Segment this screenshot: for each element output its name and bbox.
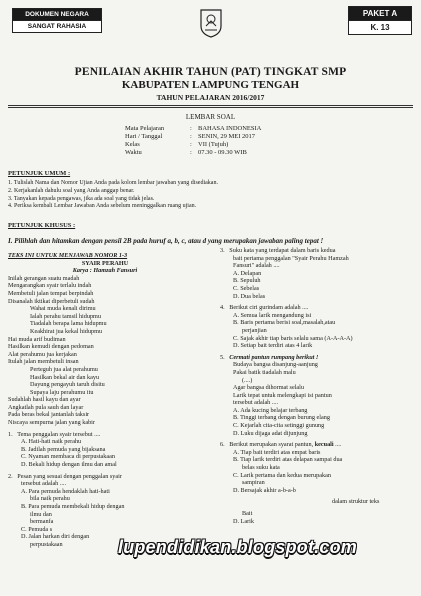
option: D. Larik [233,517,254,525]
ident-label: Mata Pelajaran [125,125,165,132]
pantun-line: Budaya bangsa disanjung-aanjung [233,361,318,369]
list-item: 1. Tulislah Nama dan Nomor Ujian Anda pada kolom lembar jawaban yang disediakan. [8,180,218,186]
option: D. Luku dijaga adat dijunjung [233,429,308,437]
question-text: bait pertama penggalan "Syair Perahu Hamzah [233,254,349,262]
poem-line: Membetuli jalan tempat berpindah [8,289,94,297]
poem-line: Tiadalah berapa lama hidupmu [30,320,107,328]
answer-instruction: I. Pilihlah dan hitamkan dengan pensil 2B pada huruf a, b, c, atau d yang merupakan jawaban paling tepat ! [8,237,324,245]
option: C. Larik pertama dan kedua merupakan [233,471,331,479]
poem-line: Itulah jalan membetuli insan [8,358,79,366]
poem-line: Hai muda arif budiman [8,335,66,343]
poem-line: Niscaya sempurna jalan yang kabir [8,419,95,427]
question-text: Cermati pantun rumpang berikut ! [229,353,319,361]
poem-line: Pada beras bekal jantanlah taksir [8,411,90,419]
ident-value: VII (Tujuh) [198,141,229,148]
question-text: Fansuri" adalah .... [233,262,280,270]
pantun-line: Agar bangsa dihormat selalu [233,384,304,392]
option: B. Para pemuda membekali hidup dengan [21,503,125,510]
poem-line: Alat perahumu jua kerjakan [8,350,77,358]
option: bila naik perahu [30,495,70,503]
question-text: Tema penggalan syair tersebut .... [17,430,101,438]
option: B. Tiap larik terdiri atas delapan sampai dua [233,456,343,464]
option: sampiran [242,479,265,487]
ident-value: BAHASA INDONESIA [198,125,262,132]
option: A. Semua larik mengandung isi [233,311,312,319]
pantun-line: (....) [242,376,253,384]
petunjuk-umum-list [8,180,218,211]
document-stamp [12,8,102,33]
tut-wuri-handayani-logo-icon [199,8,223,38]
left-column [8,252,202,549]
text-reference: TEKS INI UNTUK MENJAWAB NOMOR 1-3 [8,252,128,259]
question-text: Suku kata yang terdapat dalam baris kedua [229,247,336,254]
poem-line: Supaya laju perahumu itu [30,388,94,396]
option: A. Tiap bait terdiri atas empat baris [233,448,321,456]
option: B. Jadilah pemuda yang bijaksana [21,445,106,453]
ident-labels [125,125,164,157]
question-5: 5. Cermati pantun rumpang berikut ! [220,353,319,361]
question-text: .... [333,441,342,449]
poem-author: Karya : Hamzah Fansuri [72,267,138,275]
question-text: Pesan yang sesuai dengan penggalan syair [17,472,122,480]
header-divider-2 [8,107,413,108]
kode-label: K. 13 [349,20,411,34]
option: Bait [242,510,253,517]
option: D. Bekali hidup dengan ilmu dan amal [21,461,117,469]
ident-values [198,125,261,157]
ident-value: 07.30 - 09.30 WIB [198,149,247,156]
exam-title: PENILAIAN AKHIR TAHUN (PAT) TINGKAT SMP [74,66,347,78]
option: B. Sepuluh [233,277,261,285]
option: C. Sebelas [233,284,260,292]
poem-line: Wahai muda kenali dirimu [30,305,96,313]
question-text: tersebut adalah .... [233,399,279,407]
option: B. Tinggi terbang dengan burung elang [233,414,330,422]
option: A. Ada kucing belajar terbang [233,406,308,414]
question-3: 3. Suku kata yang terdapat dalam baris kedua [220,247,336,254]
school-year: TAHUN PELAJARAN 2016/2017 [156,93,265,102]
option: D. Setiap bait terdiri atas 4 larik [233,342,313,350]
question-text: Berikut merupakan syarat pantun, [229,441,315,449]
option: belas suku kata [242,464,280,472]
region-title: KABUPATEN LAMPUNG TENGAH [121,79,300,91]
ident-label: Hari / Tanggal [125,133,163,140]
poem-line: Dayung pengayuh taruh disitu [30,381,105,389]
option: ilmu dan [30,510,52,518]
question-text: Larik tepat untuk melengkapi isi pantun [233,391,332,399]
option: D. Dua belas [233,292,266,300]
stamp-line1: DOKUMEN NEGARA [13,9,101,20]
question-7: dalam struktur teks [332,498,380,506]
poem-line: Mengarangkan syair terlalu indah [8,282,92,290]
poem-line: Hasilkan bekal air dan kayu [30,373,100,381]
option: D. Jalan harkan diri dengan [21,533,90,541]
question-1: 1. Tema penggalan syair tersebut .... [8,430,101,438]
option: C. Nyaman membaca di perpustakaan [21,453,115,461]
option: perjanjian [242,326,267,334]
poem-line: Sudahlah hasil kayu dan ayar [8,396,81,404]
ident-label: Kelas [125,141,140,148]
poem-line: Perteguh jua alat perahumu [30,365,98,373]
question-6: 6. Berikut merupakan syarat pantun, kecuali .... [220,441,342,449]
poem-line: Angkatlah pula sauh dan layar [8,403,84,411]
poem-line: Ialah perahu tamsil hidupmu [30,312,101,320]
question-2: 2. Pesan yang sesuai dengan penggalan syair [8,472,122,480]
poem-line: Inilah gerangan suatu madah [8,274,80,282]
pantun-line: Pakai batik tiadalah malu [233,368,296,376]
option: C. Sajak akhir tiap baris selalu sama (A-A-A-A) [233,334,353,342]
question-text: Berikut ciri gurindam adalah .... [229,304,309,312]
ident-colons: : : : : [190,125,192,156]
option: bermanfa [30,518,54,526]
question-4: 4. Berikut ciri gurindam adalah .... [220,304,309,312]
question-text: tersebut adalah .... [21,480,67,488]
option: B. Baris pertama berisi soal,masalah,atau [233,319,336,327]
watermark: lupendidikan.blogspot.com [118,537,357,557]
stamp-line2: SANGAT RAHASIA [13,20,101,32]
question-emphasis: kecuali [314,441,334,449]
poem-title: SYAIR PERAHU [81,259,129,267]
ident-label: Waktu [125,149,142,156]
right-column [220,247,415,525]
sheet-title: LEMBAR SOAL [185,113,236,121]
poem-line: Hasilkan kemudi dengan pedoman [8,343,94,351]
option: C. Pemuda s [21,525,53,533]
option: perpustakaan [30,540,63,548]
petunjuk-umum-title: PETUNJUK UMUM : [8,170,71,177]
ident-value: SENIN, 29 MEI 2017 [198,133,256,140]
option: D. Bersajak akhir a-b-a-b [233,486,296,494]
option: A. Delapan [233,269,262,277]
paket-label: PAKET A [349,7,411,20]
paket-box [348,6,412,35]
option: A. Para pemuda hendaklah hati-hati [21,487,110,495]
option: A. Hati-hati naik perahu [21,438,82,446]
list-item: 4. Periksa kembali Lembar Jawaban Anda sebelum meninggalkan ruang ujian. [8,203,197,210]
petunjuk-khusus-title: PETUNJUK KHUSUS : [8,222,76,229]
poem-line: Keakhirat jua kekal hidupmu [30,327,102,335]
option: C. Kejarlah cita-cita setinggi gunung [233,422,325,430]
list-item: 2. Kerjakanlah dahulu soal yang Anda anggap benar. [8,187,135,194]
poem-line: Disanalah iktikat diperbetuli sudah [8,297,95,305]
list-item: 3. Tanyakan kepada pengawas, jika ada soal yang tidak jelas. [8,195,155,202]
header-divider [8,105,413,106]
